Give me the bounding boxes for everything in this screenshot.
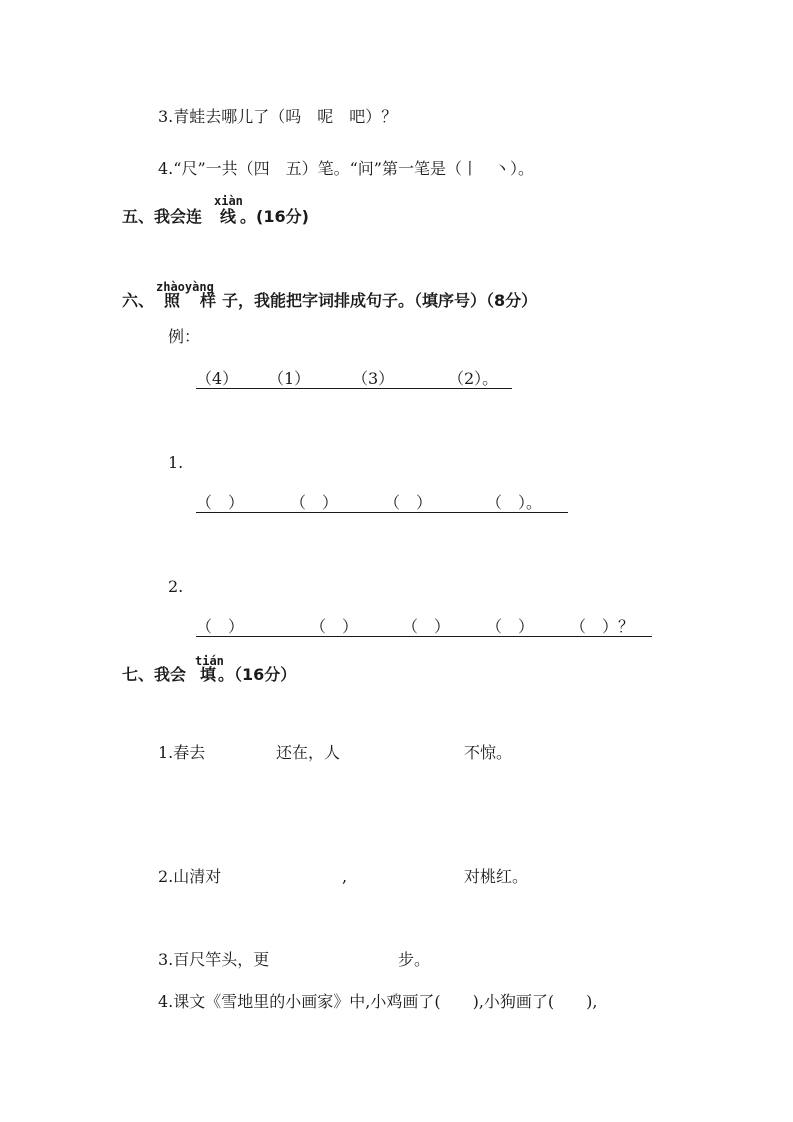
fill-line-2-part-b: , (342, 867, 348, 886)
section-7-title-char: 填 (200, 665, 217, 684)
order-blank[interactable]: （ ） (196, 493, 245, 512)
fill-line-2-part-c: 对桃红。 (464, 867, 529, 886)
pinyin-tian: tián (195, 654, 224, 668)
item-2-underline (196, 636, 652, 637)
item-1-label: 1. (168, 453, 184, 472)
order-blank[interactable]: （ ） (310, 617, 359, 636)
question-4: 4.“尺”一共（四 五）笔。“问”第一笔是（丨 丶）。 (158, 159, 534, 178)
order-blank[interactable]: （ ）？ (570, 617, 635, 636)
fill-line-1-part-a: 1.春去 (158, 743, 206, 762)
section-6-title-char-zhao: 照 (164, 291, 181, 310)
section-6-title-char-yang: 样 (200, 291, 217, 310)
pinyin-zhaoyang: zhàoyàng (156, 280, 214, 294)
example-item: （2）。 (448, 369, 499, 388)
question-3: 3.青蛙去哪儿了（吗 呢 吧）？ (158, 107, 398, 126)
section-5-title-char: 线 (220, 207, 237, 226)
fill-line-1-part-b: 还在，人 (276, 743, 341, 762)
example-item: （3） (352, 369, 395, 388)
fill-line-3-part-b: 步。 (398, 950, 431, 969)
example-item: （4） (196, 369, 239, 388)
item-1-underline (196, 512, 568, 513)
section-6-title-prefix: 六、 (122, 291, 155, 310)
example-label: 例： (168, 327, 201, 346)
order-blank[interactable]: （ ） (486, 617, 535, 636)
section-5-title-suffix: 。(16分) (240, 207, 309, 226)
order-blank[interactable]: （ ） (384, 493, 433, 512)
fill-line-3-part-a: 3.百尺竿头，更 (158, 950, 270, 969)
order-blank[interactable]: （ ） (196, 617, 245, 636)
example-underline (196, 388, 512, 389)
pinyin-xian: xiàn (214, 194, 243, 208)
section-5-title-prefix: 五、我会连 (122, 207, 203, 226)
example-item: （1） (268, 369, 311, 388)
fill-line-2-part-a: 2.山清对 (158, 867, 222, 886)
section-6-title-suffix: 子，我能把字词排成句子。（填序号）（8分） (222, 291, 538, 310)
section-7-title-prefix: 七、我会 (122, 665, 187, 684)
fill-line-1-part-c: 不惊。 (464, 743, 513, 762)
order-blank[interactable]: （ ）。 (486, 493, 543, 512)
item-2-label: 2. (168, 577, 184, 596)
section-7-title-suffix: 。（16分） (218, 665, 297, 684)
fill-line-4: 4.课文《雪地里的小画家》中,小鸡画了( ),小狗画了( ), (158, 992, 598, 1011)
order-blank[interactable]: （ ） (290, 493, 339, 512)
order-blank[interactable]: （ ） (402, 617, 451, 636)
